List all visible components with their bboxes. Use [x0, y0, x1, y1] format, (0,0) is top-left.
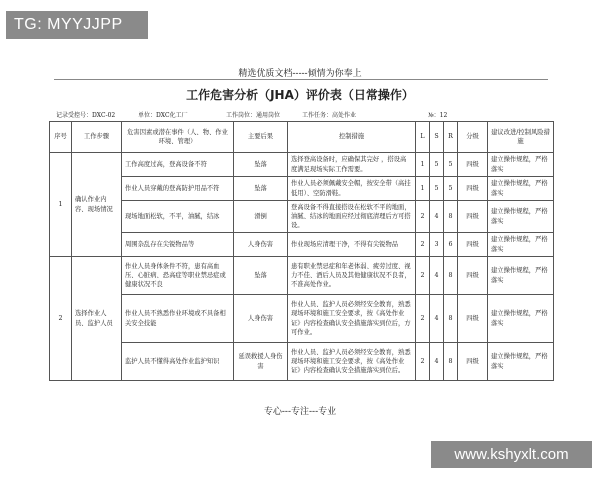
meta-task: 工作任务：高处作业 — [302, 112, 357, 119]
control-cell: 作业人员、监护人员必须经安全教育，熟悉现场环境和施工安全要求，按《高处作业证》内容检查确认安全措施落实到位后。 — [288, 343, 416, 381]
hazard-cell: 监护人员不懂得高处作业监护知识 — [122, 343, 234, 381]
r-cell: 5 — [444, 153, 458, 177]
table-row — [50, 201, 554, 233]
header-rule — [54, 79, 548, 80]
hazard-cell: 现场地面松软，不平，油腻，结冰 — [122, 201, 234, 233]
consequence-cell: 人身伤害 — [234, 233, 288, 257]
l-cell: 2 — [416, 257, 430, 295]
control-cell: 患有职业禁忌症和年老体弱、疲劳过度、视力不佳、酒后人员及其他健康状况不良者，不准高处作业。 — [288, 257, 416, 295]
table-row — [50, 153, 554, 177]
step-cell: 确认作业内容、现场情况 — [72, 153, 122, 257]
consequence-cell: 坠落 — [234, 153, 288, 177]
l-cell: 2 — [416, 295, 430, 343]
meta-no: №：12 — [428, 112, 448, 119]
s-cell: 5 — [430, 153, 444, 177]
consequence-cell: 滑倒 — [234, 201, 288, 233]
l-cell: 2 — [416, 201, 430, 233]
r-cell: 6 — [444, 233, 458, 257]
table-row — [50, 295, 554, 343]
table-row — [50, 257, 554, 295]
table-row — [50, 343, 554, 381]
consequence-cell: 延误救援人身伤害 — [234, 343, 288, 381]
suggest-cell: 建立操作规程，严格落实 — [488, 343, 554, 381]
l-cell: 1 — [416, 153, 430, 177]
grade-cell: 四级 — [458, 257, 488, 295]
hazard-cell: 工作高度过高，登高设备不符 — [122, 153, 234, 177]
grade-cell: 四级 — [458, 233, 488, 257]
suggest-cell: 建立操作规程，严格落实 — [488, 233, 554, 257]
suggest-cell: 建立操作规程，严格落实 — [488, 295, 554, 343]
grade-cell: 四级 — [458, 295, 488, 343]
header-consequence: 主要后果 — [234, 122, 288, 153]
s-cell: 5 — [430, 177, 444, 201]
l-cell: 2 — [416, 343, 430, 381]
meta-unit: 单位：DXC化工厂 — [138, 112, 188, 119]
control-cell: 选择登高设备时，应确保其完好 ，搭设高度满足现场实际工作需要。 — [288, 153, 416, 177]
grade-cell: 四级 — [458, 177, 488, 201]
jha-table — [49, 121, 554, 381]
s-cell: 4 — [430, 201, 444, 233]
header-grade: 分级 — [458, 122, 488, 153]
seq-cell: 2 — [50, 257, 72, 381]
grade-cell: 四级 — [458, 153, 488, 177]
s-cell: 4 — [430, 295, 444, 343]
r-cell: 8 — [444, 343, 458, 381]
header-seq: 序号 — [50, 122, 72, 153]
consequence-cell: 人身伤害 — [234, 295, 288, 343]
s-cell: 4 — [430, 343, 444, 381]
suggest-cell: 建立操作规程，严格落实 — [488, 153, 554, 177]
consequence-cell: 坠落 — [234, 177, 288, 201]
header-step: 工作步骤 — [72, 122, 122, 153]
suggest-cell: 建立操作规程，严格落实 — [488, 201, 554, 233]
watermark-url-label: www.kshyxlt.com — [431, 441, 592, 468]
header-r: R — [444, 122, 458, 153]
suggest-cell: 建立操作规程，严格落实 — [488, 177, 554, 201]
table-row — [50, 177, 554, 201]
hazard-cell: 作业人员身体条件不符，患有高血压、心脏病、恐高症等职业禁忌症或健康状况不良 — [122, 257, 234, 295]
seq-cell: 1 — [50, 153, 72, 257]
meta-record: 记录受控号：DXC-02 — [56, 112, 116, 119]
s-cell: 3 — [430, 233, 444, 257]
hazard-cell: 周围杂乱存在尖锐物品等 — [122, 233, 234, 257]
document-title: 工作危害分析（JHA）评价表（日常操作） — [186, 88, 414, 102]
hazard-cell: 作业人员不熟悉作业环境或不具备相关安全技能 — [122, 295, 234, 343]
s-cell: 4 — [430, 257, 444, 295]
hazard-cell: 作业人员穿戴的登高防护用品不符 — [122, 177, 234, 201]
l-cell: 1 — [416, 177, 430, 201]
control-cell: 作业人员、监护人员必须经安全教育，熟悉现场环境和施工安全要求，按《高处作业证》内容检查确认安全措施落实到位后，方可作业。 — [288, 295, 416, 343]
control-cell: 登高设备不得直接搭设在松软不平的地面，油腻、结冰的地面应经过彻底清理后方可搭设。 — [288, 201, 416, 233]
l-cell: 2 — [416, 233, 430, 257]
r-cell: 8 — [444, 201, 458, 233]
step-cell: 选择作业人员、监护人员 — [72, 257, 122, 381]
watermark-tg-label: TG: MYYJJPP — [6, 11, 148, 39]
grade-cell: 四级 — [458, 201, 488, 233]
top-note: 精选优质文档-----倾情为你奉上 — [238, 69, 362, 79]
table-header-row — [50, 122, 554, 153]
footer-note: 专心---专注---专业 — [263, 407, 337, 417]
control-cell: 作业人员必须佩戴安全帽，按安全带（高挂低用）、空防滑鞋。 — [288, 177, 416, 201]
meta-line — [56, 110, 556, 120]
consequence-cell: 坠落 — [234, 257, 288, 295]
header-hazard: 危害因素或潜在事件（人、物、作业环境、管理） — [122, 122, 234, 153]
meta-post: 工作岗位：通用岗位 — [226, 112, 281, 119]
header-l: L — [416, 122, 430, 153]
r-cell: 8 — [444, 295, 458, 343]
r-cell: 5 — [444, 177, 458, 201]
header-s: S — [430, 122, 444, 153]
r-cell: 8 — [444, 257, 458, 295]
table-row — [50, 233, 554, 257]
control-cell: 作业现场应清理干净，不得有尖锐物品 — [288, 233, 416, 257]
grade-cell: 四级 — [458, 343, 488, 381]
header-suggest: 建议改进/控制风险措施 — [488, 122, 554, 153]
header-control: 控制措施 — [288, 122, 416, 153]
suggest-cell: 建立操作规程，严格落实 — [488, 257, 554, 295]
